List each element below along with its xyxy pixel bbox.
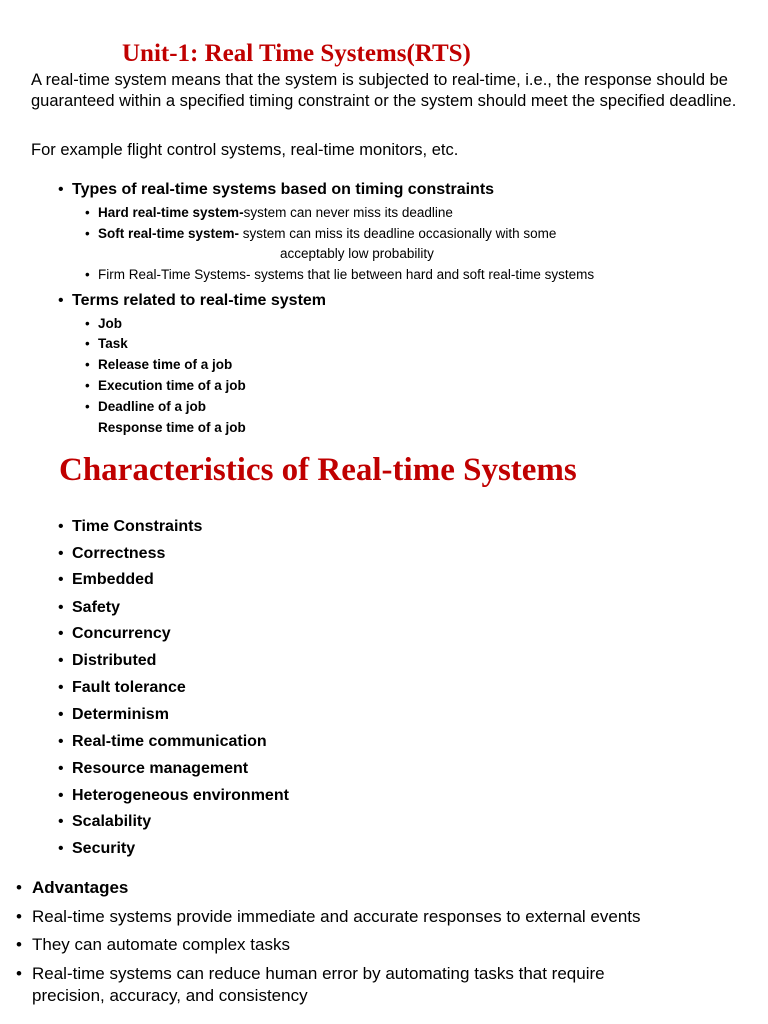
characteristic-item: • Embedded bbox=[72, 571, 154, 589]
page-title: Unit-1: Real Time Systems(RTS) bbox=[122, 40, 471, 67]
term-item: • Deadline of a job bbox=[98, 399, 206, 414]
soft-rts-desc-continued: acceptably low probability bbox=[280, 246, 434, 261]
hard-rts-term: Hard real-time system- bbox=[98, 205, 244, 220]
hard-rts-desc: system can never miss its deadline bbox=[243, 205, 453, 220]
soft-rts-term: Soft real-time system- bbox=[98, 226, 240, 241]
advantage-item: • They can automate complex tasks bbox=[32, 935, 290, 955]
advantage-item: • Real-time systems can reduce human error by automating tasks that require bbox=[32, 964, 605, 984]
term-item: • Task bbox=[98, 336, 128, 351]
firm-rts-item: • Firm Real-Time Systems- systems that lie between hard and soft real-time systems bbox=[98, 267, 594, 282]
characteristic-item: • Distributed bbox=[72, 652, 156, 670]
intro-paragraph: A real-time system means that the system is subjected to real-time, i.e., the response should be guaranteed within a specified timing constraint or the system should meet the specified deadline. bbox=[31, 71, 737, 110]
characteristic-item: • Correctness bbox=[72, 545, 165, 563]
term-item: • Release time of a job bbox=[98, 357, 232, 372]
advantage-item-continued: precision, accuracy, and consistency bbox=[32, 986, 308, 1005]
characteristic-item: • Real-time communication bbox=[72, 733, 267, 751]
characteristic-item: • Time Constraints bbox=[72, 518, 202, 536]
term-item: • Execution time of a job bbox=[98, 378, 246, 393]
characteristic-item: • Scalability bbox=[72, 813, 151, 831]
term-item: • Response time of a job bbox=[98, 420, 246, 435]
characteristic-item: • Heterogeneous environment bbox=[72, 787, 289, 805]
characteristic-item: • Determinism bbox=[72, 706, 169, 724]
characteristic-item: • Security bbox=[72, 840, 135, 858]
soft-rts-item bbox=[98, 226, 556, 241]
example-paragraph: For example flight control systems, real-time monitors, etc. bbox=[31, 141, 459, 159]
term-item: • Job bbox=[98, 316, 122, 331]
characteristics-heading: Characteristics of Real-time Systems bbox=[59, 452, 577, 488]
types-heading: • Types of real-time systems based on timing constraints bbox=[72, 181, 494, 199]
characteristic-item: • Safety bbox=[72, 599, 120, 617]
advantage-item: • Real-time systems provide immediate and accurate responses to external events bbox=[32, 907, 641, 927]
characteristic-item: • Resource management bbox=[72, 760, 248, 778]
characteristic-item: • Concurrency bbox=[72, 625, 171, 643]
soft-rts-desc: system can miss its deadline occasionally with some bbox=[239, 226, 557, 241]
hard-rts-item bbox=[98, 205, 453, 220]
terms-heading: • Terms related to real-time system bbox=[72, 292, 326, 310]
characteristic-item: • Fault tolerance bbox=[72, 679, 186, 697]
advantages-heading: • Advantages bbox=[32, 878, 128, 898]
